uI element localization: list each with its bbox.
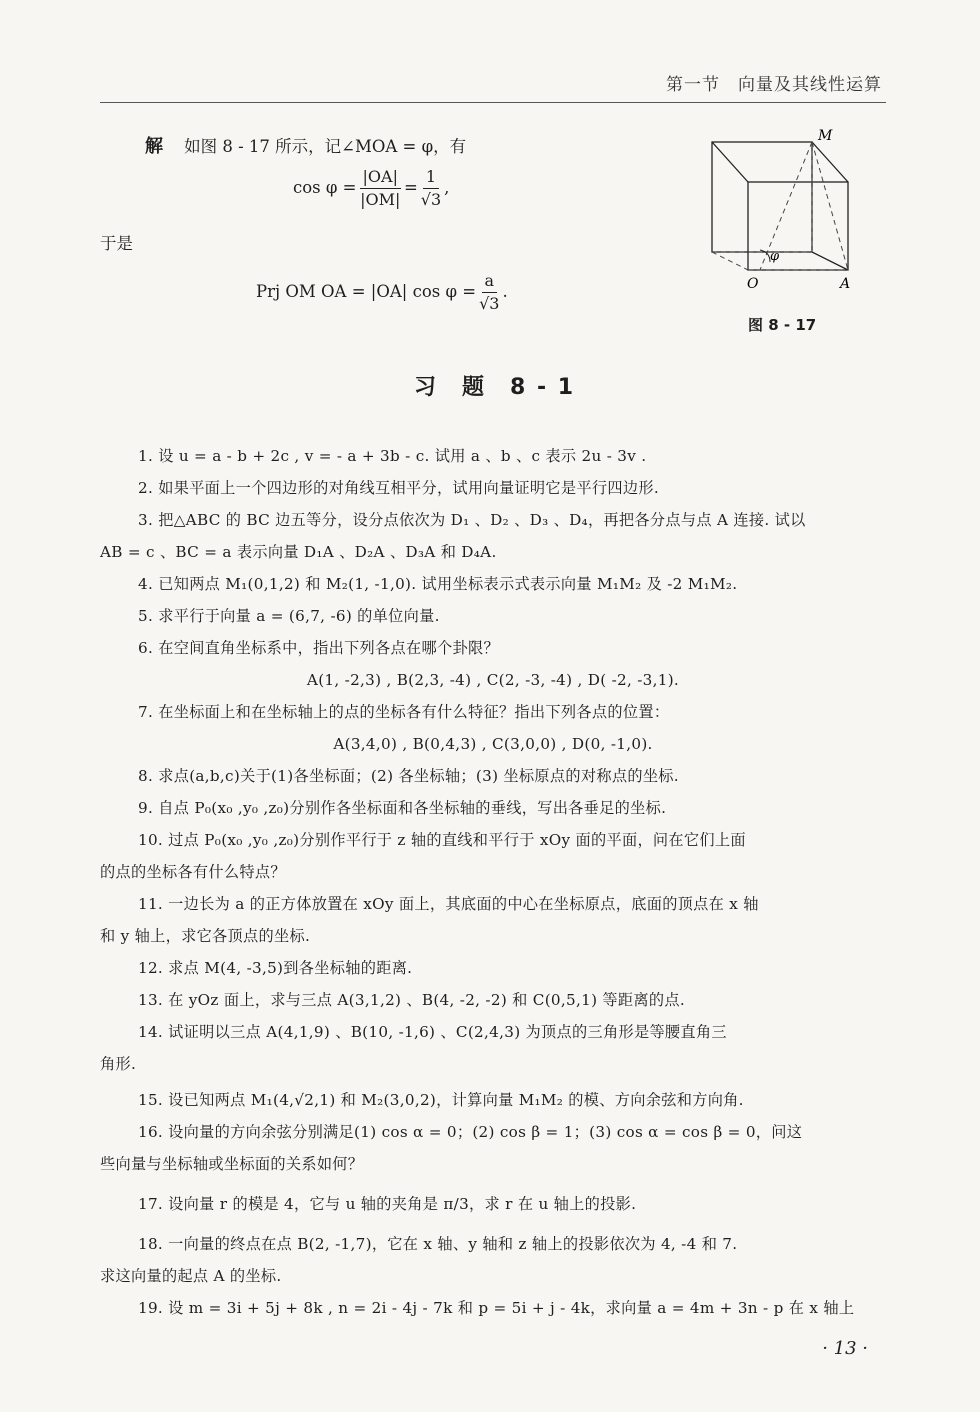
- cube-figure: [700, 122, 880, 302]
- section-title: 第一节 向量及其线性运算: [666, 75, 882, 95]
- exercise-line: 14. 试证明以三点 A(4,1,9) 、B(10, -1,6) 、C(2,4,3) 为顶点的三角形是等腰直角三: [138, 1023, 727, 1041]
- exercise-line: 11. 一边长为 a 的正方体放置在 xOy 面上，其底面的中心在坐标原点，底面的顶点在 x 轴: [138, 895, 759, 913]
- exercise-line: 18. 一向量的终点在点 B(2, -1,7)，它在 x 轴、y 轴和 z 轴上的投影依次为 4, -4 和 7.: [138, 1235, 738, 1253]
- exercise-line: 和 y 轴上，求它各顶点的坐标.: [100, 927, 311, 945]
- exercise-line: 13. 在 yOz 面上，求与三点 A(3,1,2) 、B(4, -2, -2) 和 C(0,5,1) 等距离的点.: [138, 991, 685, 1009]
- exercise-line: 19. 设 m = 3i + 5j + 8k , n = 2i - 4j - 7k 和 p = 5i + j - 4k，求向量 a = 4m + 3n - p 在 x 轴上: [138, 1299, 855, 1317]
- period: .: [502, 281, 508, 301]
- exercise-line: 求这向量的起点 A 的坐标.: [100, 1267, 282, 1285]
- projection-lhs: Prj OM OA = |OA| cos φ =: [256, 281, 477, 301]
- exercise-line: 9. 自点 P₀(x₀ ,y₀ ,z₀)分别作各坐标面和各坐标轴的垂线，写出各垂足的坐标.: [138, 799, 667, 817]
- exercises-title: 习 题 8 - 1: [414, 375, 576, 400]
- solution-text: 如图 8 - 17 所示，记∠MOA = φ，有: [184, 137, 467, 156]
- fraction-sqrt3: √3: [420, 189, 442, 209]
- exercise-list: [100, 440, 886, 1324]
- solution-label: 解: [145, 136, 163, 157]
- cos-lhs: cos φ =: [293, 177, 357, 197]
- equals-sign: =: [403, 177, 418, 197]
- exercise-line: A(3,4,0) , B(0,4,3) , C(3,0,0) , D(0, -1,0).: [333, 735, 653, 753]
- projection-fraction: [479, 272, 499, 312]
- exercise-line: 10. 过点 P₀(x₀ ,y₀ ,z₀)分别作平行于 z 轴的直线和平行于 xOy 面的平面，问在它们上面: [138, 831, 746, 849]
- exercise-line: 16. 设向量的方向余弦分别满足(1) cos α = 0；(2) cos β = 1；(3) cos α = cos β = 0，问这: [138, 1123, 803, 1141]
- projection-denominator: √3: [479, 293, 500, 313]
- exercise-line: 1. 设 u = a - b + 2c , v = - a + 3b - c. 试用 a 、b 、c 表示 2u - 3v .: [138, 447, 647, 465]
- exercise-line: 6. 在空间直角坐标系中，指出下列各点在哪个卦限？: [138, 639, 499, 657]
- cos-equation: [293, 168, 449, 208]
- exercise-line: 8. 求点(a,b,c)关于(1)各坐标面；(2) 各坐标轴；(3) 坐标原点的对称点的坐标.: [138, 767, 679, 785]
- exercise-line: AB = c 、BC = a 表示向量 D₁A 、D₂A 、D₃A 和 D₄A.: [100, 543, 497, 561]
- figure-caption: 图 8 - 17: [748, 316, 817, 334]
- fraction-one: 1: [423, 168, 439, 189]
- label-M: M: [818, 128, 833, 144]
- page-header: [100, 66, 886, 103]
- yushi-text: 于是: [100, 234, 133, 253]
- label-A: A: [840, 276, 851, 292]
- cos-denominator: |OM|: [360, 189, 401, 209]
- projection-equation: [256, 272, 508, 312]
- exercise-line: 些向量与坐标轴或坐标面的关系如何？: [100, 1155, 364, 1173]
- exercise-line: 角形.: [100, 1055, 137, 1073]
- line-OM: [760, 142, 812, 270]
- page-number: · 13 ·: [822, 1338, 868, 1359]
- exercise-line: 7. 在坐标面上和在坐标轴上的点的坐标各有什么特征？指出下列各点的位置：: [138, 703, 670, 721]
- cos-fraction: [360, 168, 401, 208]
- cube-back-face: [748, 182, 848, 270]
- label-phi: φ: [770, 249, 780, 264]
- label-O: O: [747, 276, 759, 292]
- exercise-line: 5. 求平行于向量 a = (6,7, -6) 的单位向量.: [138, 607, 440, 625]
- exercise-line: 3. 把△ABC 的 BC 边五等分，设分点依次为 D₁ 、D₂ 、D₃ 、D₄，再把各分点与点 A 连接. 试以: [138, 511, 806, 529]
- one-over-sqrt3: [421, 168, 441, 208]
- exercise-line: 17. 设向量 r 的模是 4，它与 u 轴的夹角是 π/3，求 r 在 u 轴上的投影.: [138, 1195, 637, 1213]
- cos-numerator: |OA|: [360, 168, 401, 189]
- comma: ,: [444, 177, 450, 197]
- projection-numerator: a: [482, 272, 498, 293]
- exercise-line: 15. 设已知两点 M₁(4,√2,1) 和 M₂(3,0,2)，计算向量 M₁M₂ 的模、方向余弦和方向角.: [138, 1091, 744, 1109]
- exercise-line: 2. 如果平面上一个四边形的对角线互相平分，试用向量证明它是平行四边形.: [138, 479, 659, 497]
- exercise-line: 的点的坐标各有什么特点？: [100, 863, 286, 881]
- exercise-line: 4. 已知两点 M₁(0,1,2) 和 M₂(1, -1,0). 试用坐标表示式表示向量 M₁M₂ 及 -2 M₁M₂.: [138, 575, 738, 593]
- exercise-line: 12. 求点 M(4, -3,5)到各坐标轴的距离.: [138, 959, 413, 977]
- solution-line-1: [145, 132, 466, 158]
- exercise-line: A(1, -2,3) , B(2,3, -4) , C(2, -3, -4) , D( -2, -3,1).: [306, 671, 680, 689]
